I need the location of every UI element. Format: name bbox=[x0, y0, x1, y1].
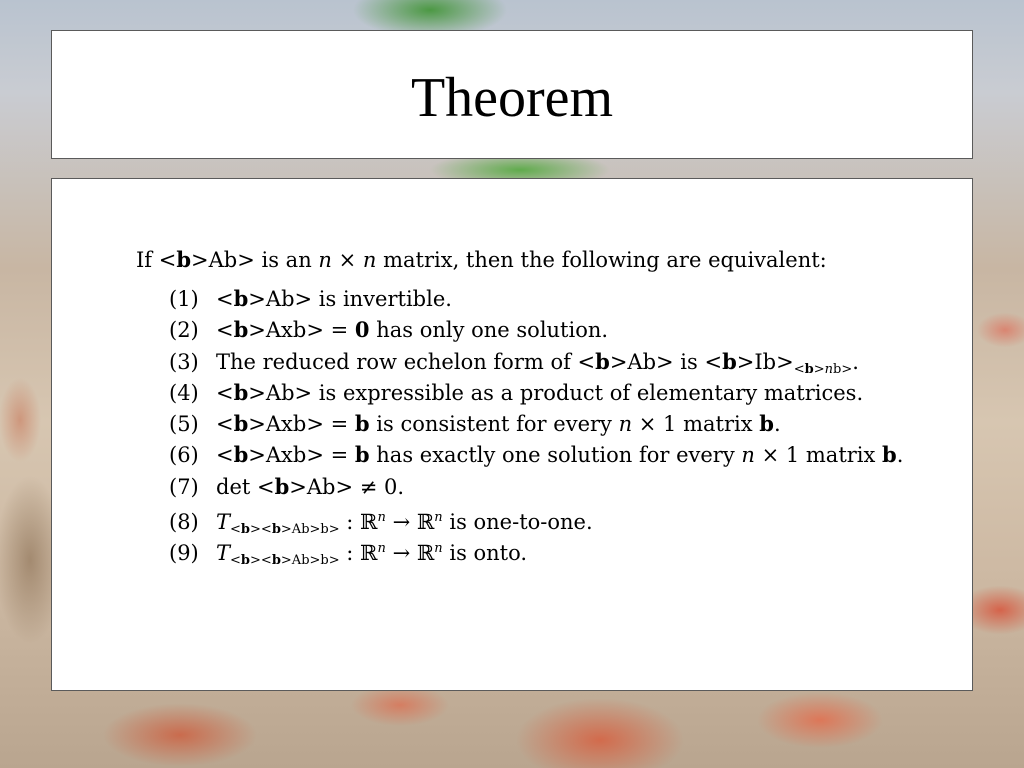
list-item bbox=[169, 439, 903, 470]
list-item bbox=[169, 408, 903, 439]
theorem-intro: If <b>Ab> is an n × n matrix, then the following are equivalent: bbox=[136, 247, 827, 272]
item-text: <b>Axb> = b is consistent for every n × 1 matrix b. bbox=[216, 411, 781, 437]
item-text: <b>Axb> = b has exactly one solution for every n × 1 matrix b. bbox=[216, 442, 904, 468]
list-item bbox=[169, 502, 903, 538]
item-number: (7) bbox=[169, 474, 199, 499]
item-text: det <b>Ab> ≠ 0. bbox=[216, 473, 405, 499]
item-number: (3) bbox=[169, 349, 199, 374]
item-number: (1) bbox=[169, 287, 199, 311]
item-number: (5) bbox=[169, 412, 199, 437]
item-number: (9) bbox=[169, 541, 199, 566]
item-number: (6) bbox=[169, 443, 199, 468]
slide-title: Theorem bbox=[410, 66, 614, 129]
item-text: $T_{<b><b>Ab>b>}$ : ℝ$^n$ → ℝ$^n$ is onto. bbox=[216, 541, 528, 569]
item-text: <b>Ab> is expressible as a product of elementary matrices. bbox=[216, 379, 864, 405]
item-text: $T_{<b><b>Ab>b>}$ : ℝ$^n$ → ℝ$^n$ is one-to-one. bbox=[216, 510, 593, 538]
theorem-panel bbox=[51, 178, 973, 691]
item-number: (2) bbox=[169, 318, 199, 343]
list-item bbox=[169, 346, 903, 377]
list-item bbox=[169, 377, 903, 408]
item-text: The reduced row echelon form of <b>Ab> is $<b>Ib>_{<b>nb>}$. bbox=[216, 348, 859, 377]
item-text: <b>Axb> = 0 has only one solution. bbox=[216, 317, 609, 343]
item-number: (4) bbox=[169, 380, 199, 405]
list-item bbox=[169, 471, 903, 502]
list-item bbox=[169, 283, 903, 314]
list-item bbox=[169, 533, 903, 569]
list-item bbox=[169, 314, 903, 345]
equivalence-list bbox=[169, 283, 904, 569]
item-number: (8) bbox=[169, 510, 199, 535]
title-panel bbox=[51, 30, 973, 159]
item-text: <b>Ab> is invertible. bbox=[216, 286, 452, 311]
